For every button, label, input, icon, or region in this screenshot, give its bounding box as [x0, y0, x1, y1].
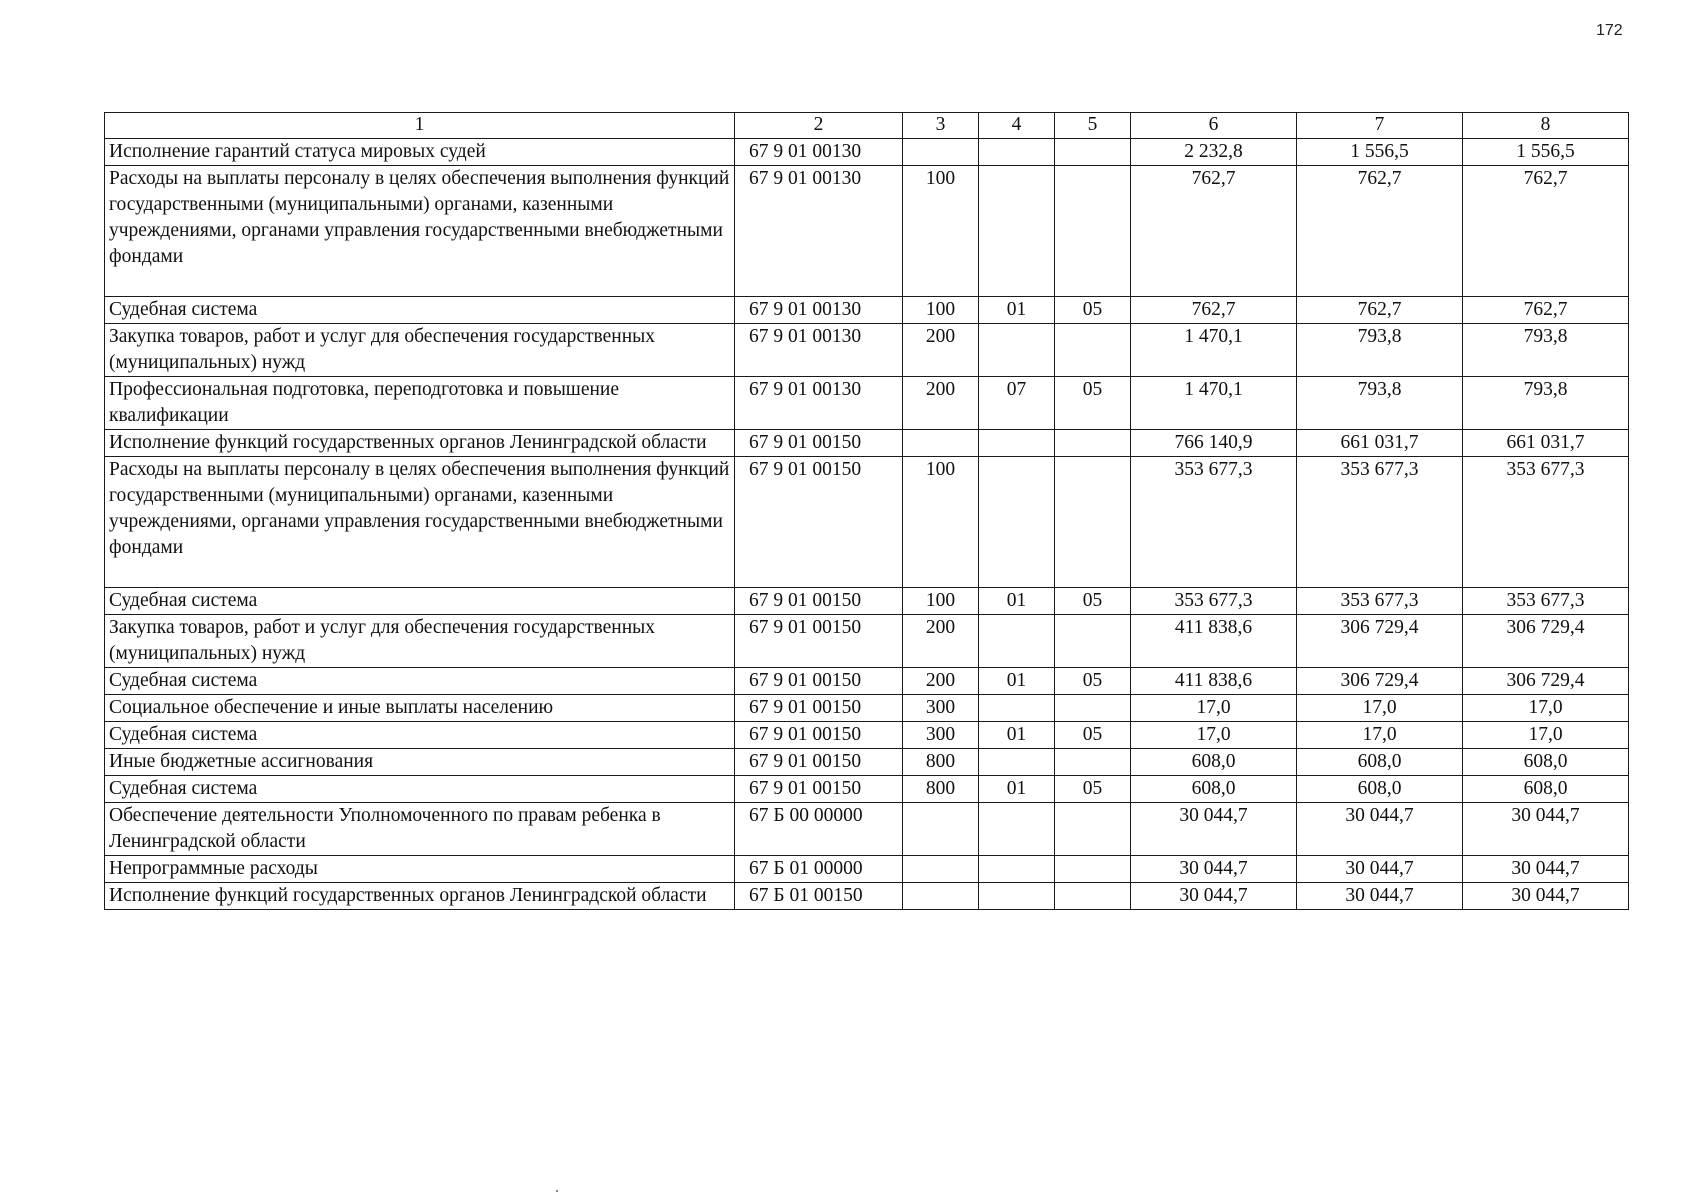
- row-col5: [1055, 803, 1131, 856]
- row-col7: 793,8: [1297, 377, 1463, 430]
- header-cell: 3: [903, 113, 979, 139]
- row-col4: [979, 166, 1055, 297]
- row-code: 67 Б 01 00150: [735, 883, 903, 910]
- row-col5: [1055, 430, 1131, 457]
- table-row: [105, 883, 1629, 910]
- row-col8: 762,7: [1463, 166, 1629, 297]
- row-col4: [979, 883, 1055, 910]
- row-name: Социальное обеспечение и иные выплаты населению: [105, 695, 735, 722]
- row-col4: 07: [979, 377, 1055, 430]
- row-col5: [1055, 166, 1131, 297]
- row-col7: 30 044,7: [1297, 883, 1463, 910]
- row-col8: 793,8: [1463, 324, 1629, 377]
- row-col3: 300: [903, 695, 979, 722]
- row-col3: [903, 139, 979, 166]
- row-col6: 411 838,6: [1131, 668, 1297, 695]
- row-col6: 608,0: [1131, 749, 1297, 776]
- row-col5: [1055, 324, 1131, 377]
- row-col6: 762,7: [1131, 166, 1297, 297]
- row-col7: 1 556,5: [1297, 139, 1463, 166]
- row-col4: [979, 856, 1055, 883]
- row-col8: 1 556,5: [1463, 139, 1629, 166]
- row-col3: 100: [903, 588, 979, 615]
- table-row: [105, 297, 1629, 324]
- row-col6: 353 677,3: [1131, 588, 1297, 615]
- row-col4: [979, 803, 1055, 856]
- row-col6: 766 140,9: [1131, 430, 1297, 457]
- row-name: Судебная система: [105, 668, 735, 695]
- row-code: 67 9 01 00150: [735, 668, 903, 695]
- table-row: [105, 615, 1629, 668]
- row-code: 67 9 01 00150: [735, 430, 903, 457]
- row-col3: 100: [903, 457, 979, 588]
- row-col6: 762,7: [1131, 297, 1297, 324]
- header-cell: 2: [735, 113, 903, 139]
- header-cell: 4: [979, 113, 1055, 139]
- row-col4: 01: [979, 776, 1055, 803]
- row-name: Расходы на выплаты персоналу в целях обеспечения выполнения функций государственными (муниципальными) органами, казенными учреждениями, органами управления государственными внебюджетными фондами: [105, 166, 735, 297]
- table-row: [105, 776, 1629, 803]
- row-col3: [903, 856, 979, 883]
- row-name: Исполнение функций государственных органов Ленинградской области: [105, 430, 735, 457]
- row-col7: 608,0: [1297, 776, 1463, 803]
- row-code: 67 9 01 00130: [735, 297, 903, 324]
- row-col7: 306 729,4: [1297, 668, 1463, 695]
- table-row: [105, 695, 1629, 722]
- row-col6: 353 677,3: [1131, 457, 1297, 588]
- row-col5: 05: [1055, 776, 1131, 803]
- row-col6: 30 044,7: [1131, 856, 1297, 883]
- row-col7: 30 044,7: [1297, 803, 1463, 856]
- row-code: 67 9 01 00150: [735, 588, 903, 615]
- row-col3: 200: [903, 615, 979, 668]
- row-col8: 353 677,3: [1463, 588, 1629, 615]
- row-col6: 1 470,1: [1131, 324, 1297, 377]
- row-col4: [979, 615, 1055, 668]
- row-col8: 17,0: [1463, 722, 1629, 749]
- row-col4: [979, 430, 1055, 457]
- row-code: 67 9 01 00150: [735, 695, 903, 722]
- row-col6: 1 470,1: [1131, 377, 1297, 430]
- row-col5: 05: [1055, 722, 1131, 749]
- row-col5: [1055, 749, 1131, 776]
- page-number: 172: [1596, 22, 1623, 39]
- table-row: [105, 856, 1629, 883]
- row-col5: [1055, 139, 1131, 166]
- header-cell: 8: [1463, 113, 1629, 139]
- row-col8: 608,0: [1463, 776, 1629, 803]
- row-col3: 100: [903, 297, 979, 324]
- row-col7: 17,0: [1297, 722, 1463, 749]
- row-name: Закупка товаров, работ и услуг для обеспечения государственных (муниципальных) нужд: [105, 615, 735, 668]
- row-col8: 608,0: [1463, 749, 1629, 776]
- row-col4: [979, 139, 1055, 166]
- row-col5: 05: [1055, 588, 1131, 615]
- row-col6: 411 838,6: [1131, 615, 1297, 668]
- row-col6: 30 044,7: [1131, 883, 1297, 910]
- row-code: 67 9 01 00150: [735, 457, 903, 588]
- row-code: 67 9 01 00150: [735, 776, 903, 803]
- row-name: Судебная система: [105, 776, 735, 803]
- row-col8: 793,8: [1463, 377, 1629, 430]
- row-col7: 306 729,4: [1297, 615, 1463, 668]
- row-code: 67 9 01 00150: [735, 615, 903, 668]
- table-row: [105, 588, 1629, 615]
- row-col7: 793,8: [1297, 324, 1463, 377]
- row-name: Расходы на выплаты персоналу в целях обеспечения выполнения функций государственными (муниципальными) органами, казенными учреждениями, органами управления государственными внебюджетными фондами: [105, 457, 735, 588]
- row-name: Судебная система: [105, 588, 735, 615]
- row-col7: 353 677,3: [1297, 588, 1463, 615]
- row-col4: 01: [979, 297, 1055, 324]
- row-col4: 01: [979, 588, 1055, 615]
- row-name: Непрограммные расходы: [105, 856, 735, 883]
- row-name: Обеспечение деятельности Уполномоченного по правам ребенка в Ленинградской области: [105, 803, 735, 856]
- row-col3: 800: [903, 749, 979, 776]
- header-cell: 5: [1055, 113, 1131, 139]
- row-name: Судебная система: [105, 297, 735, 324]
- table-row: [105, 324, 1629, 377]
- row-col7: 17,0: [1297, 695, 1463, 722]
- row-code: 67 9 01 00130: [735, 139, 903, 166]
- row-code: 67 9 01 00150: [735, 749, 903, 776]
- row-col8: 353 677,3: [1463, 457, 1629, 588]
- row-col5: 05: [1055, 668, 1131, 695]
- table-row: [105, 377, 1629, 430]
- row-col8: 661 031,7: [1463, 430, 1629, 457]
- row-col3: 200: [903, 377, 979, 430]
- header-cell: 7: [1297, 113, 1463, 139]
- row-col8: 30 044,7: [1463, 803, 1629, 856]
- row-col5: [1055, 883, 1131, 910]
- table-row: [105, 139, 1629, 166]
- row-col4: [979, 695, 1055, 722]
- row-code: 67 9 01 00150: [735, 722, 903, 749]
- row-name: Профессиональная подготовка, переподготовка и повышение квалификации: [105, 377, 735, 430]
- row-col3: 200: [903, 324, 979, 377]
- header-cell: 6: [1131, 113, 1297, 139]
- table-row: [105, 457, 1629, 588]
- table-row: [105, 803, 1629, 856]
- row-code: 67 9 01 00130: [735, 377, 903, 430]
- row-col7: 762,7: [1297, 166, 1463, 297]
- row-col5: 05: [1055, 297, 1131, 324]
- row-col4: [979, 324, 1055, 377]
- row-name: Исполнение функций государственных органов Ленинградской области: [105, 883, 735, 910]
- row-col6: 30 044,7: [1131, 803, 1297, 856]
- header-cell: 1: [105, 113, 735, 139]
- budget-table: [104, 112, 1629, 910]
- row-col3: 300: [903, 722, 979, 749]
- row-col8: 30 044,7: [1463, 856, 1629, 883]
- row-col3: [903, 430, 979, 457]
- table-row: [105, 668, 1629, 695]
- row-col8: 762,7: [1463, 297, 1629, 324]
- row-code: 67 Б 01 00000: [735, 856, 903, 883]
- row-col3: [903, 883, 979, 910]
- table-row: [105, 430, 1629, 457]
- row-col8: 306 729,4: [1463, 615, 1629, 668]
- row-col4: 01: [979, 668, 1055, 695]
- row-col7: 762,7: [1297, 297, 1463, 324]
- row-col3: [903, 803, 979, 856]
- row-col5: [1055, 856, 1131, 883]
- row-name: Судебная система: [105, 722, 735, 749]
- row-code: 67 Б 00 00000: [735, 803, 903, 856]
- row-col5: [1055, 695, 1131, 722]
- table-row: [105, 166, 1629, 297]
- row-code: 67 9 01 00130: [735, 324, 903, 377]
- table-row: [105, 749, 1629, 776]
- row-col3: 200: [903, 668, 979, 695]
- row-col4: [979, 457, 1055, 588]
- row-col5: 05: [1055, 377, 1131, 430]
- row-name: Иные бюджетные ассигнования: [105, 749, 735, 776]
- row-col3: 100: [903, 166, 979, 297]
- row-col5: [1055, 457, 1131, 588]
- table-row: [105, 722, 1629, 749]
- row-col6: 608,0: [1131, 776, 1297, 803]
- row-col3: 800: [903, 776, 979, 803]
- row-col5: [1055, 615, 1131, 668]
- row-col7: 608,0: [1297, 749, 1463, 776]
- row-col6: 17,0: [1131, 695, 1297, 722]
- row-col6: 17,0: [1131, 722, 1297, 749]
- row-col8: 17,0: [1463, 695, 1629, 722]
- row-col4: [979, 749, 1055, 776]
- row-col6: 2 232,8: [1131, 139, 1297, 166]
- row-name: Закупка товаров, работ и услуг для обеспечения государственных (муниципальных) нужд: [105, 324, 735, 377]
- header-row: [105, 113, 1629, 139]
- row-col7: 661 031,7: [1297, 430, 1463, 457]
- row-col8: 30 044,7: [1463, 883, 1629, 910]
- scan-speck: [556, 1190, 558, 1192]
- row-name: Исполнение гарантий статуса мировых судей: [105, 139, 735, 166]
- row-col7: 353 677,3: [1297, 457, 1463, 588]
- row-code: 67 9 01 00130: [735, 166, 903, 297]
- row-col4: 01: [979, 722, 1055, 749]
- row-col8: 306 729,4: [1463, 668, 1629, 695]
- row-col7: 30 044,7: [1297, 856, 1463, 883]
